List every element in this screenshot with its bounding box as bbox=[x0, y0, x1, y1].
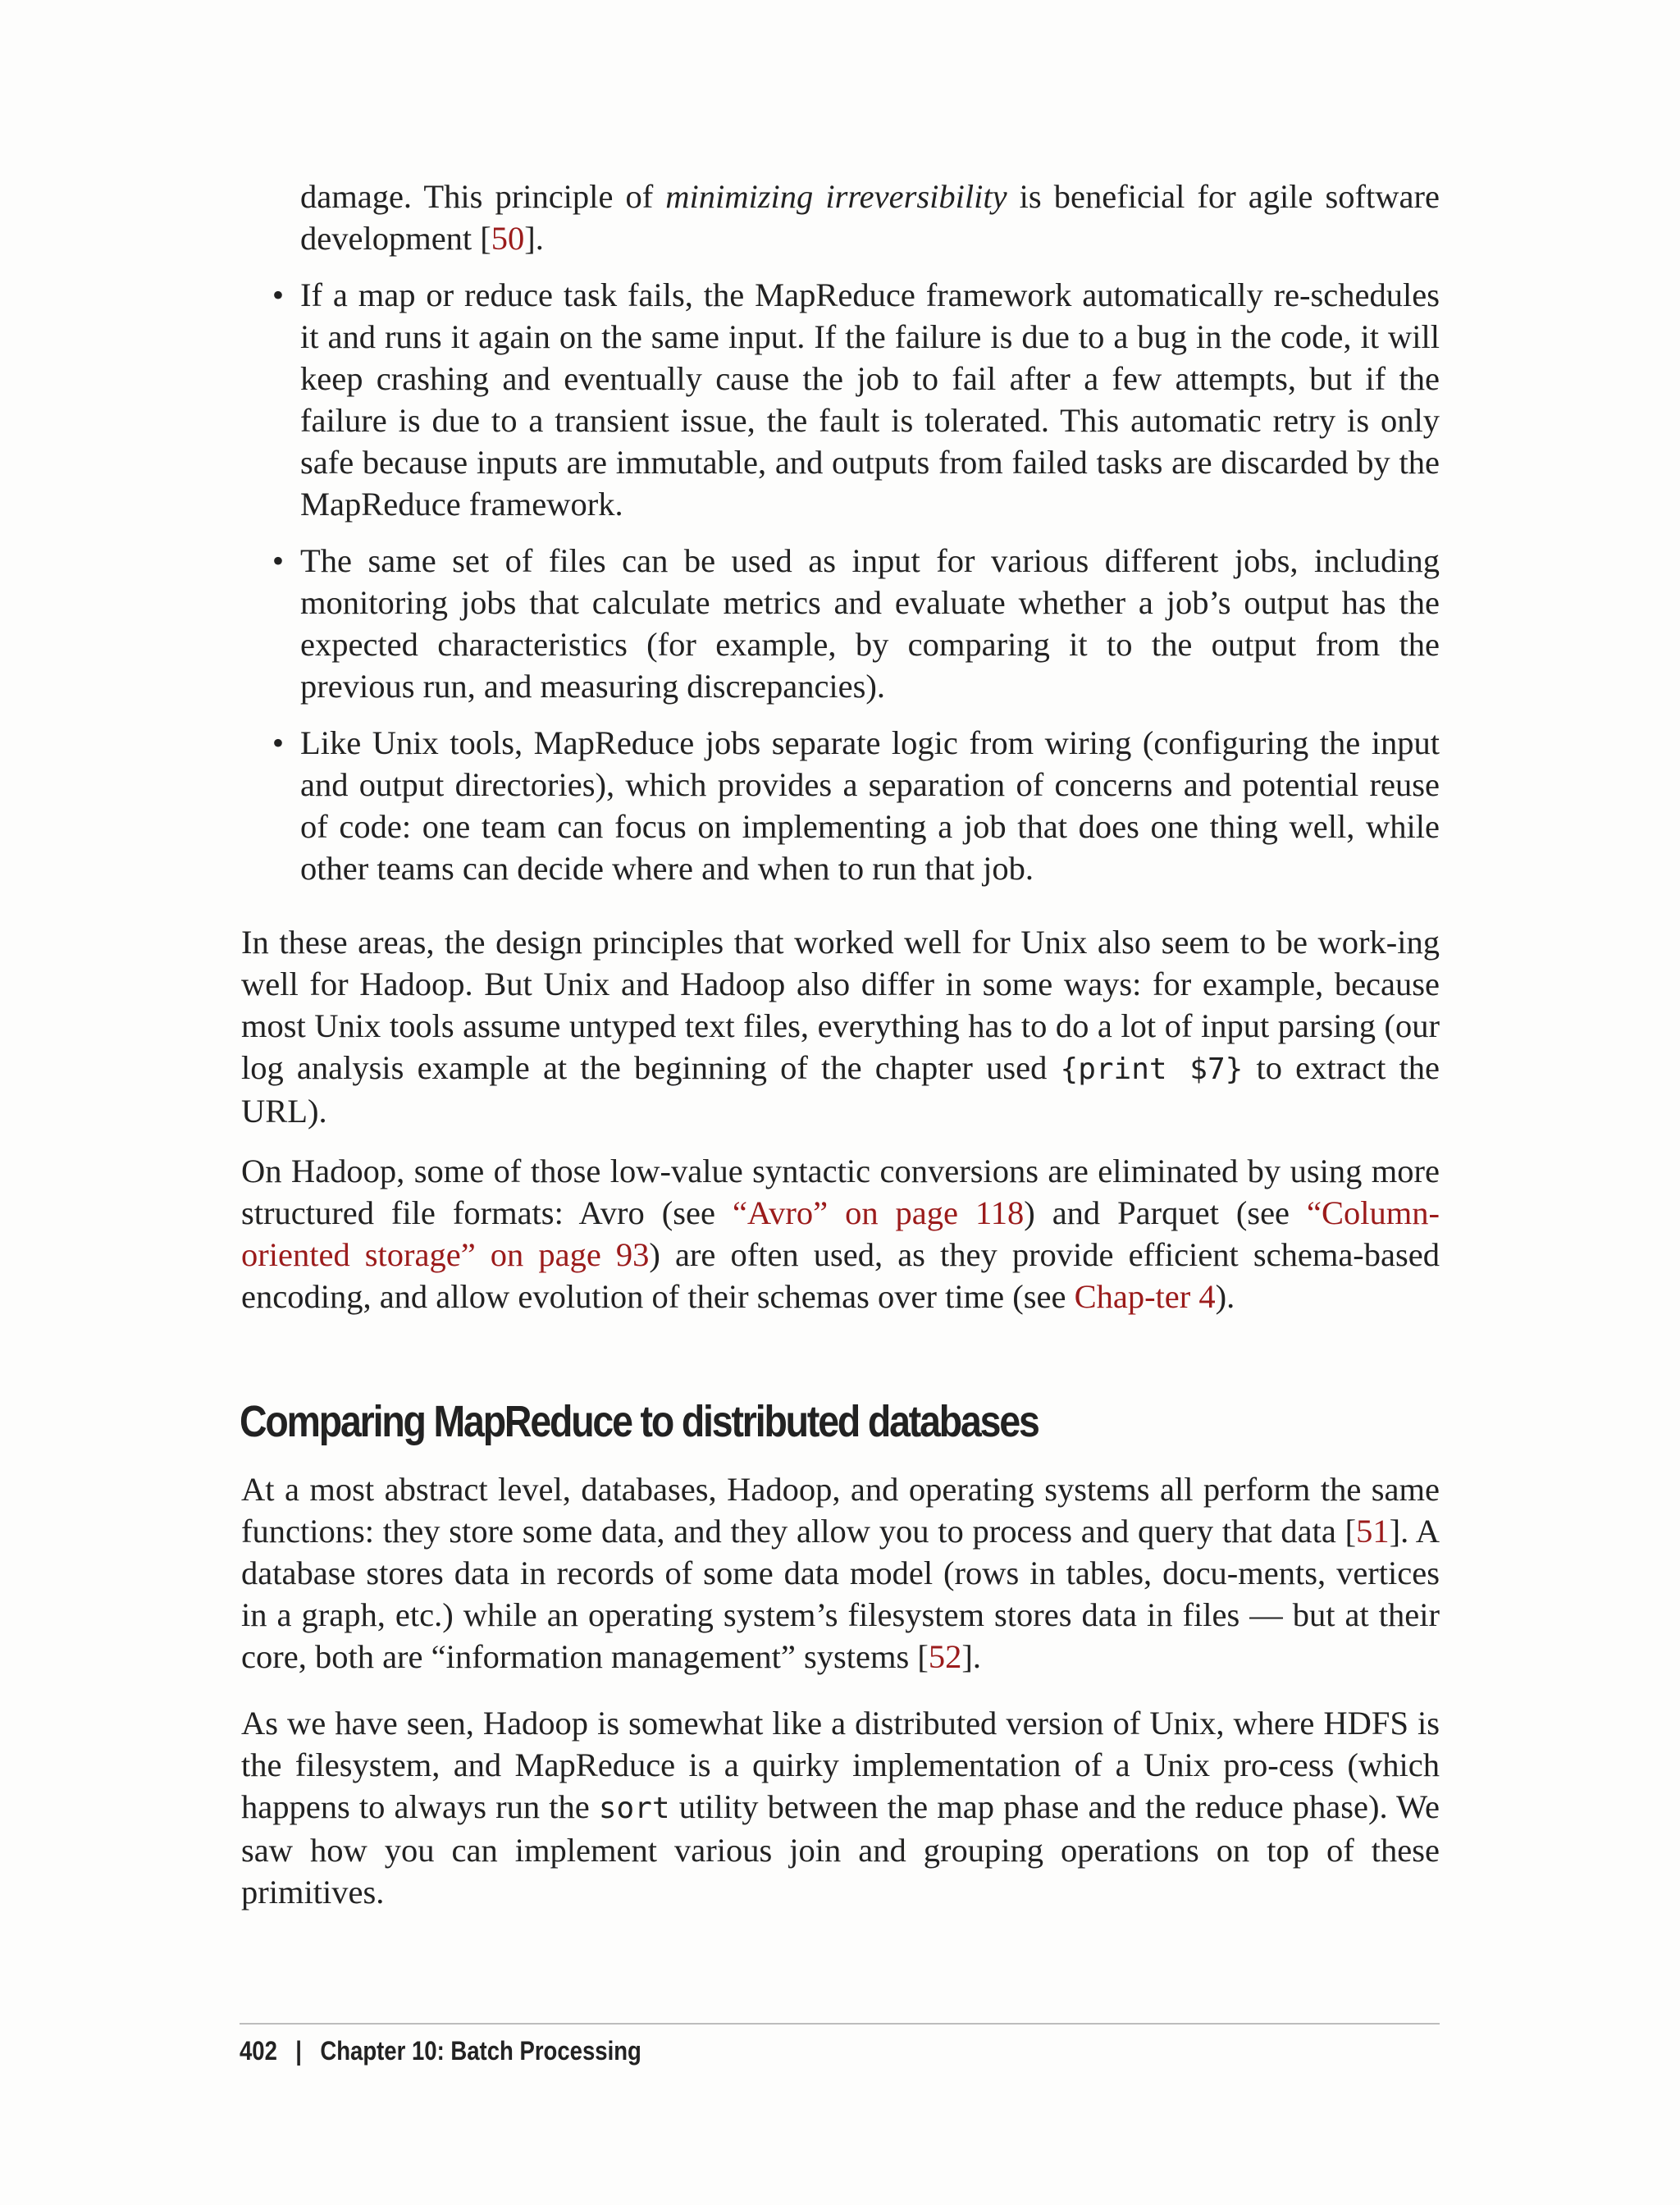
text-run: damage. This principle of bbox=[300, 178, 666, 215]
paragraph bbox=[241, 921, 1440, 1132]
text-run: ]. bbox=[961, 1638, 981, 1675]
text-run: On Hadoop, some of those low-value syntactic conversions are eliminated by using more structured file formats: Avro (see bbox=[241, 1153, 1440, 1231]
citation-link-51[interactable]: 51 bbox=[1356, 1513, 1390, 1550]
cross-reference-link[interactable]: “Avro” on page 118 bbox=[732, 1194, 1025, 1231]
bullet-text: Like Unix tools, MapReduce jobs separate logic from wiring (configuring the input and output directories), which provides a separation of concerns and potential reuse of code: one team can focus on implementing a job that does one thing well, while other teams can decide where and when to run that job. bbox=[300, 724, 1440, 887]
citation-link-52[interactable]: 52 bbox=[928, 1638, 962, 1675]
inline-code: sort bbox=[598, 1792, 670, 1825]
text-run: ). bbox=[1215, 1278, 1235, 1315]
text-run: ) and Parquet (see bbox=[1024, 1194, 1307, 1231]
text-run: ]. A database stores data in records of some data model (rows in tables, docu-ments, vertices in a graph, etc.) while an operating system’s filesystem stores data in files — but at their core, both are “information management” systems [ bbox=[241, 1513, 1440, 1675]
section-heading: Comparing MapReduce to distributed databases bbox=[240, 1397, 1039, 1446]
page-footer bbox=[240, 2034, 641, 2067]
bullet-dot: • bbox=[272, 542, 285, 579]
text-run: In these areas, the design principles that worked well for Unix also seem to be work-ing well for Hadoop. But Unix and Hadoop also differ in some ways: for example, because most Unix tools assume untyped text files, everything has to do a lot of input parsing (our log analysis example at the beginning of the chapter used bbox=[241, 924, 1440, 1086]
text-run: As we have seen, Hadoop is somewhat like a distributed version of Unix, where HDFS is the filesystem, and MapReduce is a quirky implementation of a Unix pro-cess (which happens to always run the bbox=[241, 1705, 1440, 1825]
bullet-item bbox=[272, 540, 1440, 707]
bullet-text: The same set of files can be used as input for various different jobs, including monitoring jobs that calculate metrics and evaluate whether a job’s output has the expected characteristics (for example, by comparing it to the output from the previous run, and measuring discrepancies). bbox=[300, 542, 1440, 705]
inline-code: {print $7} bbox=[1060, 1052, 1244, 1086]
footer-separator: | bbox=[295, 2036, 302, 2066]
text-run: to extract the URL). bbox=[241, 1049, 1440, 1130]
text-run: ) are often used, as they provide efficient schema-based encoding, and allow evolution of their schemas over time (see bbox=[241, 1236, 1440, 1315]
chapter-title: Chapter 10: Batch Processing bbox=[320, 2036, 641, 2066]
bullet-item bbox=[272, 274, 1440, 525]
emphasis-text: minimizing irreversibility bbox=[665, 178, 1007, 215]
bullet-item bbox=[272, 722, 1440, 889]
bullet-continuation bbox=[300, 176, 1440, 259]
paragraph bbox=[241, 1702, 1440, 1913]
paragraph bbox=[241, 1468, 1440, 1678]
paragraph bbox=[241, 1150, 1440, 1317]
bullet-text: If a map or reduce task fails, the MapReduce framework automatically re-schedules it and runs it again on the same input. If the failure is due to a bug in the code, it will keep crashing and eventually cause the job to fail after a few attempts, but if the failure is due to a transient issue, the fault is tolerated. This automatic retry is only safe because inputs are immutable, and outputs from failed tasks are discarded by the MapReduce framework. bbox=[300, 276, 1440, 523]
bullet-dot: • bbox=[272, 724, 285, 761]
text-run: ]. bbox=[524, 220, 544, 257]
bullet-dot: • bbox=[272, 276, 285, 313]
citation-link-50[interactable]: 50 bbox=[491, 220, 525, 257]
footer-rule bbox=[240, 2023, 1440, 2025]
text-run: utility between the map phase and the reduce phase). We saw how you can implement various join and grouping operations on top of these primitives. bbox=[241, 1788, 1440, 1911]
text-run: At a most abstract level, databases, Hadoop, and operating systems all perform the same functions: they store some data, and they allow you to process and query that data [ bbox=[241, 1471, 1440, 1550]
page-number: 402 bbox=[240, 2036, 277, 2066]
chapter-link[interactable]: Chap-ter 4 bbox=[1074, 1278, 1216, 1315]
text-run: is beneficial for agile software development [ bbox=[300, 178, 1440, 257]
cross-reference-link[interactable]: “Column-oriented storage” on page 93 bbox=[241, 1194, 1440, 1273]
